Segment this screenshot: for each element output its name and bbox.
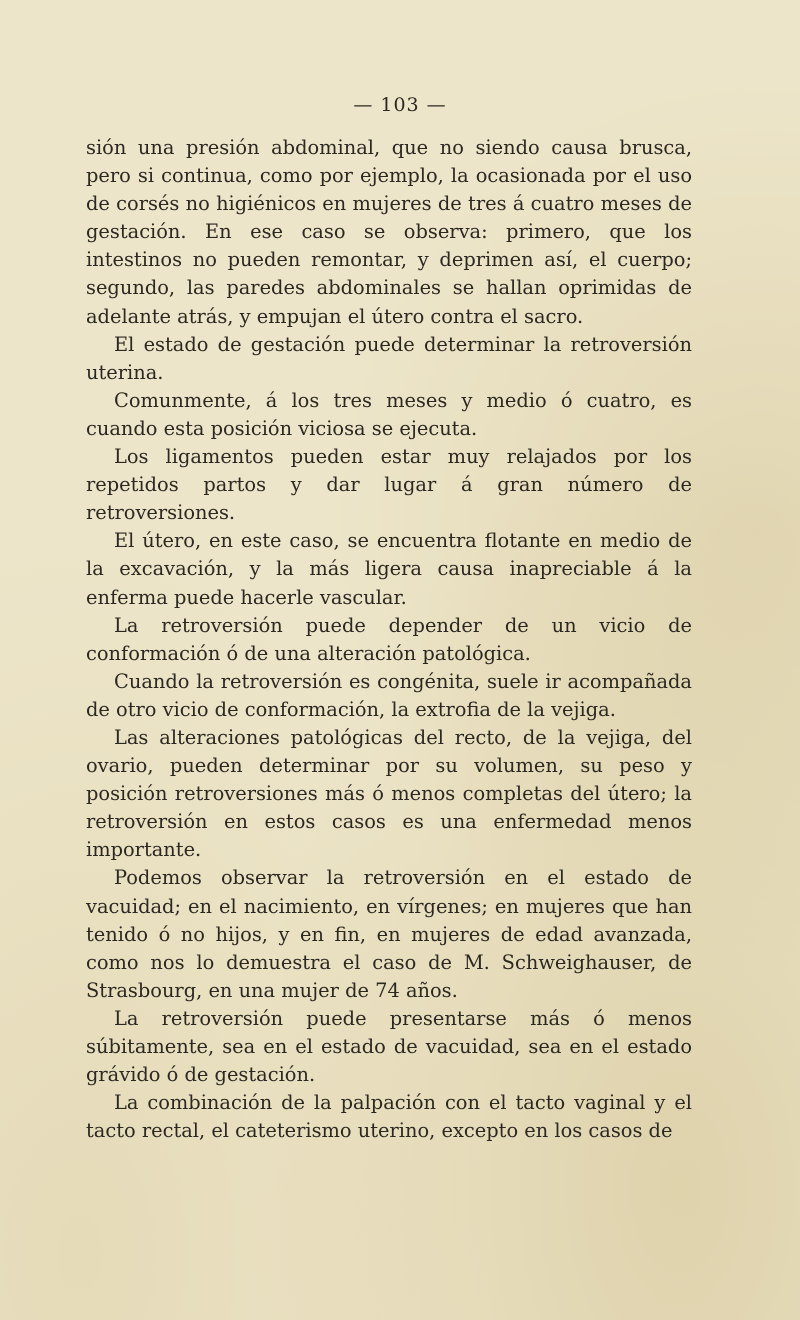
- paragraph: Cuando la retroversión es congénita, suele ir acompañada de otro vicio de conformación, la extrofia de la vejiga.: [86, 669, 692, 721]
- paragraph: Comunmente, á los tres meses y medio ó cuatro, es cuando esta posición viciosa se ejecuta.: [86, 388, 692, 440]
- paragraph: La retroversión puede depender de un vicio de conformación ó de una alteración patológica.: [86, 613, 692, 665]
- paragraph: La combinación de la palpación con el tacto vaginal y el tacto rectal, el cateterismo uterino, excepto en los casos de: [86, 1091, 692, 1143]
- paragraph: Los ligamentos pueden estar muy relajados por los repetidos partos y dar lugar á gran número de retroversiones.: [86, 445, 692, 525]
- paragraph: La retroversión puede presentarse más ó menos súbitamente, sea en el estado de vacuidad, sea en el estado grávido ó de gestación.: [86, 1006, 692, 1087]
- paragraph: Las alteraciones patológicas del recto, de la vejiga, del ovario, pueden determinar por su volumen, su peso y posición retroversiones más ó menos completas del útero; la retroversión en estos casos es una enfermedad menos importante.: [86, 725, 692, 862]
- paragraph: Podemos observar la retroversión en el estado de vacuidad; en el nacimiento, en vírgenes; en mujeres que han tenido ó no hijos, y en fin, en mujeres de edad avanzada, como nos lo demuestra el caso de M. Schweighauser, de Strasbourg, en una mujer de 74 años.: [86, 866, 692, 1002]
- page-number: — 103 —: [353, 94, 447, 116]
- paragraph: sión una presión abdominal, que no siendo causa brusca, pero si continua, como por ejemplo, la ocasionada por el uso de corsés no higiénicos en mujeres de tres á cuatro meses de gestación. En ese caso se observa: primero, que los intestinos no pueden remontar, y deprimen así, el cuerpo; segundo, las paredes abdominales se hallan oprimidas de adelante atrás, y empujan el útero contra el sacro.: [86, 136, 692, 328]
- paragraph: El útero, en este caso, se encuentra flotante en medio de la excavación, y la más ligera causa inapreciable á la enferma puede hacerle vascular.: [86, 529, 692, 609]
- body-text: [86, 134, 692, 1145]
- paragraph: El estado de gestación puede determinar la retroversión uterina.: [86, 332, 692, 384]
